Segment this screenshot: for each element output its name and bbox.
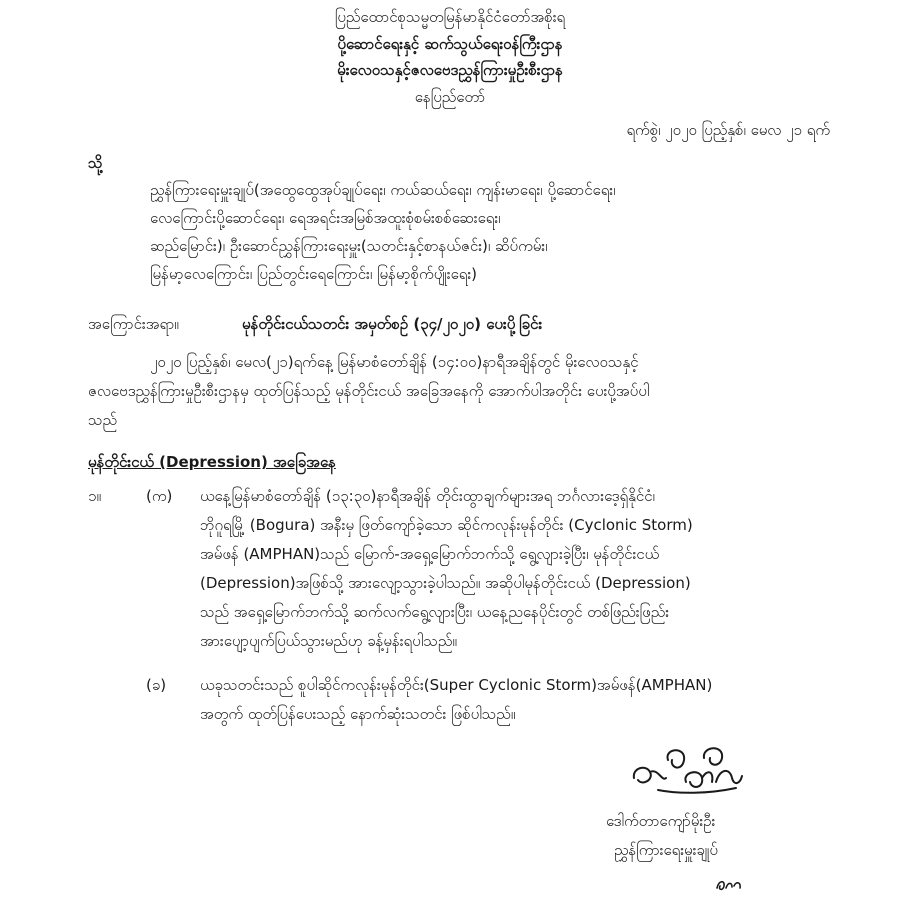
letter-date: ရက်စွဲ၊ ၂၀၂၀ ပြည့်နှစ်၊ မေလ ၂၁ ရက်: [626, 121, 830, 139]
item-b-marker: (ခ): [146, 676, 167, 694]
header-city: နေပြည်တော်: [414, 88, 486, 106]
header-ministry: ပို့ဆောင်ရေးနှင့် ဆက်သွယ်ရေးဝန်ကြီးဌာန: [337, 35, 563, 53]
signatory-title: ညွှန်ကြားရေးမှူးချုပ်: [614, 841, 718, 859]
item-b-line: အတွက် ထုတ်ပြန်ပေးသည့် နောက်ဆုံးသတင်း ဖြစ်ပါသည်။: [200, 705, 516, 723]
item-a-line: သည် အရှေ့မြောက်ဘက်သို့ ဆက်လက်ရွေ့လျားပြီး၊ ယနေ့ညနေပိုင်းတွင် တစ်ဖြည်းဖြည်း: [200, 603, 670, 621]
recipient-line: လေကြောင်းပို့ဆောင်ရေး၊ ရေအရင်းအမြစ်အထူးစုံစမ်းစစ်ဆေးရေး၊: [150, 209, 501, 227]
recipient-line: ဆည်မြောင်း)၊ ဦးဆောင်ညွှန်ကြားရေးမှူး(သတင်းနှင့်စာနယ်ဇင်း)၊ ဆိပ်ကမ်း၊: [150, 237, 548, 255]
section-number: ၁။: [88, 487, 101, 505]
item-b-line: ယခုသတင်းသည် စူပါဆိုင်ကလုန်းမုန်တိုင်း(Super Cyclonic Storm)အမ်ဖန်(AMPHAN): [200, 676, 713, 694]
item-a-line: အားပျော့ပျက်ပြယ်သွားမည်ဟု ခန့်မှန်းရပါသည်။: [200, 632, 457, 650]
item-a-line: ဘိုဂူရမြို့ (Bogura) အနီးမှ ဖြတ်ကျော်ခဲ့သော ဆိုင်ကလုန်းမုန်တိုင်း (Cyclonic Storm): [200, 516, 693, 534]
item-a-line: အမ်ဖန် (AMPHAN)သည် မြောက်-အရှေ့မြောက်ဘက်သို့ ရွေ့လျားခဲ့ပြီး၊ မုန်တိုင်းငယ်: [200, 545, 660, 563]
handwritten-initial: [714, 876, 744, 894]
recipient-line: မြန်မာ့လေကြောင်း၊ ပြည်တွင်းရေကြောင်း၊ မြန်မာ့စိုက်ပျိုးရေး): [150, 265, 478, 283]
recipient-label: သို့: [88, 154, 103, 172]
intro-line: သည်: [88, 411, 118, 429]
item-a-line: (Depression)အဖြစ်သို့ အားလျော့သွားခဲ့ပါသည်။ အဆိုပါမုန်တိုင်းငယ် (Depression): [200, 574, 691, 592]
item-a-marker: (က): [146, 487, 173, 505]
subject-label: အကြောင်းအရာ။: [88, 315, 179, 333]
intro-line: ၂၀၂၀ ပြည့်နှစ်၊ မေလ(၂၁)ရက်နေ့ မြန်မာစံတော်ချိန် (၁၄:၀၀)နာရီအချိန်တွင် မိုးလေဝသနှင့်: [150, 353, 639, 371]
header-department: မိုးလေဝသနှင့်ဇလဗေဒညွှန်ကြားမှုဦးစီးဌာန: [337, 61, 563, 79]
section-heading: မုန်တိုင်းငယ် (Depression) အခြေအနေ: [88, 453, 336, 471]
header-government: ပြည်ထောင်စုသမ္မတမြန်မာနိုင်ငံတော်အစိုးရ: [334, 8, 566, 26]
subject-text: မုန်တိုင်းငယ်သတင်း အမှတ်စဉ် (၃၄/၂၀၂၀) ပေးပို့ခြင်း: [242, 315, 543, 333]
recipient-line: ညွှန်ကြားရေးမှူးချုပ်(အထွေထွေအုပ်ချုပ်ရေး၊ ကယ်ဆယ်ရေး၊ ကျန်းမာရေး၊ ပို့ဆောင်ရေး၊: [150, 181, 616, 199]
intro-line: ဇလဗေဒညွှန်ကြားမှုဦးစီးဌာနမှ ထုတ်ပြန်သည့် မုန်တိုင်းငယ် အခြေအနေကို အောက်ပါအတိုင်း ပေးပို့အပ်ပါ: [88, 382, 650, 400]
handwritten-signature: [628, 738, 748, 798]
item-a-line: ယနေ့မြန်မာစံတော်ချိန် (၁၃:၃၀)နာရီအချိန် တိုင်းထွာချက်များအရ ဘင်္ဂလားဒေ့ရှ်နိုင်ငံ၊: [200, 487, 655, 505]
signatory-name: ဒေါက်တာကျော်မိုးဦး: [606, 812, 716, 830]
